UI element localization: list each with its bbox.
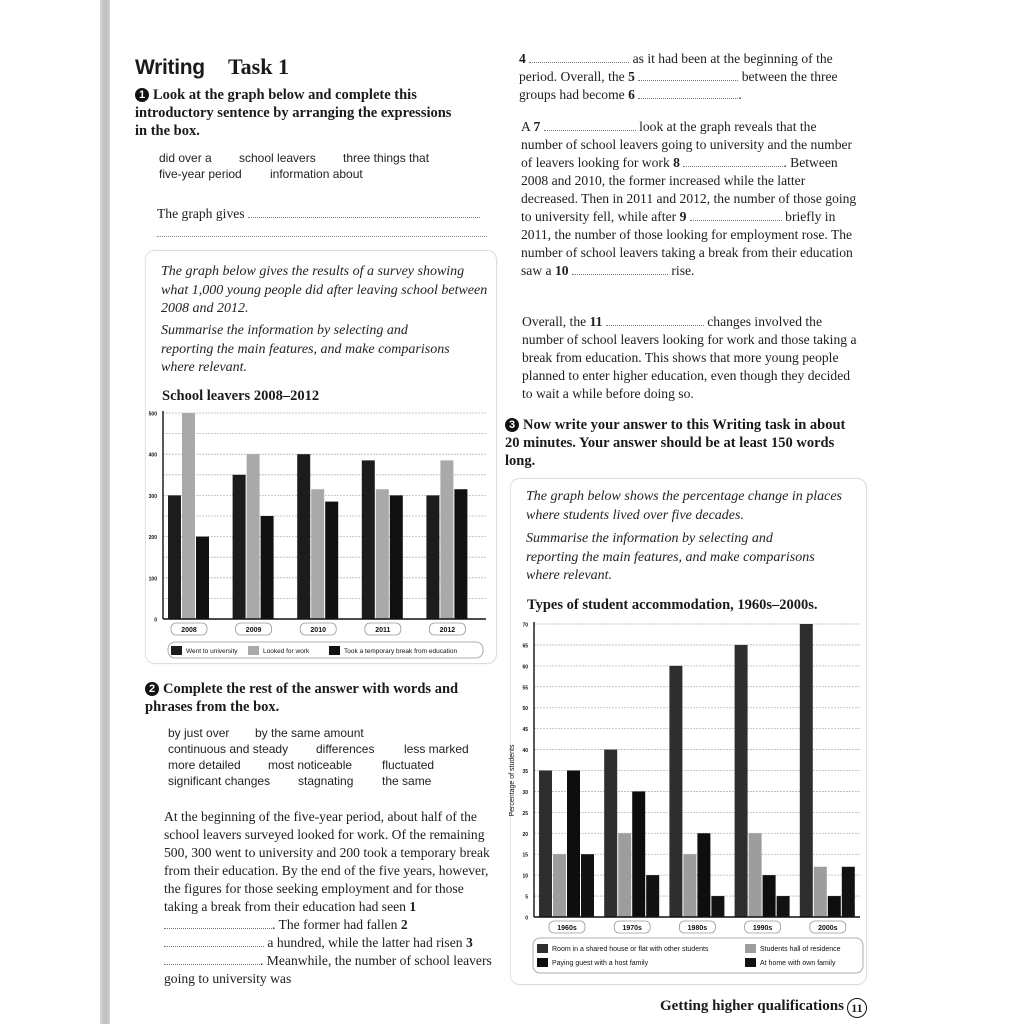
gap-blank-8[interactable] xyxy=(683,156,783,167)
bar-students-hall-of-residence xyxy=(683,854,696,917)
paragraph-text: briefly in 2011, the number of those looking for employment rose. The number of school leavers taking a break from their education saw a xyxy=(521,209,853,278)
bar-paying-guest-with-a-host-family xyxy=(828,896,841,917)
legend-swatch xyxy=(745,958,756,967)
bar-paying-guest-with-a-host-family xyxy=(697,833,710,917)
task1-prompt: The graph below gives the results of a survey showing what 1,000 young people did after leaving school between 2008 and 2012. xyxy=(161,264,488,316)
y-tick-label: 300 xyxy=(148,493,157,500)
y-tick-label: 500 xyxy=(148,411,157,418)
word-option: differences xyxy=(316,742,375,756)
word-option: less marked xyxy=(404,742,469,756)
bar-took-a-temporary-break-from-education xyxy=(390,495,403,619)
gap-blank-9[interactable] xyxy=(690,210,782,221)
gap-blank-10[interactable] xyxy=(572,264,668,275)
y-tick-label: 5 xyxy=(525,894,528,901)
paragraph-text: as it had been at the beginning of the period. Overall, the xyxy=(519,51,833,84)
legend-label: Went to university xyxy=(186,648,238,655)
bar-looked-for-work xyxy=(376,489,389,619)
y-tick-label: 55 xyxy=(522,685,528,692)
y-tick-label: 25 xyxy=(522,810,528,817)
word-option: did over a xyxy=(159,151,212,165)
bar-room-in-a-shared-house-or-flat-with-other-students xyxy=(800,624,813,917)
bar-went-to-university xyxy=(426,495,439,619)
task1-instruction: Summarise the information by selecting and reporting the main features, and make comparisons where relevant. xyxy=(161,323,450,375)
chart-school-leavers xyxy=(130,405,500,663)
y-tick-label: 60 xyxy=(522,664,528,671)
x-tick-label: 1990s xyxy=(752,925,773,932)
gap-number: 8 xyxy=(673,155,680,170)
bar-took-a-temporary-break-from-education xyxy=(261,516,274,619)
gap-blank-3[interactable] xyxy=(164,954,260,965)
chart1-title: School leavers 2008–2012 xyxy=(162,388,320,404)
legend-label: Paying guest with a host family xyxy=(552,960,649,967)
exercise2-text: Complete the rest of the answer with words and phrases from the box. xyxy=(145,681,459,715)
word-option: most noticeable xyxy=(268,758,353,772)
gap-number: 4 xyxy=(519,51,526,66)
gap-number: 7 xyxy=(533,119,541,134)
gap-number: 6 xyxy=(628,87,635,102)
y-tick-label: 40 xyxy=(522,748,528,755)
y-tick-label: 15 xyxy=(522,852,528,859)
exercise1-instruction xyxy=(135,86,455,140)
word-option: more detailed xyxy=(168,758,241,772)
y-tick-label: 45 xyxy=(522,727,528,734)
bar-paying-guest-with-a-host-family xyxy=(567,771,580,918)
paragraph-text: A xyxy=(521,119,531,134)
gap-number: 11 xyxy=(589,314,603,329)
bar-at-home-with-own-family xyxy=(842,867,855,917)
bar-room-in-a-shared-house-or-flat-with-other-students xyxy=(604,750,617,917)
paragraph-text: . The former had fallen xyxy=(272,917,398,932)
word-option: by the same amount xyxy=(255,726,364,740)
x-tick-label: 2008 xyxy=(181,627,197,634)
task-title: Task 1 xyxy=(228,54,289,79)
bar-students-hall-of-residence xyxy=(749,833,762,917)
legend-swatch xyxy=(171,646,182,655)
legend-swatch xyxy=(537,944,548,953)
bar-at-home-with-own-family xyxy=(711,896,724,917)
gap-blank-1[interactable] xyxy=(164,918,272,929)
paragraph-text: look at the graph reveals that the number of school leavers going to university and the number of leavers looking for work xyxy=(521,119,853,170)
bar-looked-for-work xyxy=(311,489,324,619)
exercise3-instruction xyxy=(505,416,860,470)
paragraph-text: At the beginning of the five-year period, about half of the school leavers surveyed looked for work. Of the remaining 500, 300 went to university and 200 took a temporary break from their education. By the end of the five years, however, the figures for those seeking employment and for those taking a break from their education had seen xyxy=(164,809,490,914)
exercise-number-1: 1 xyxy=(135,88,149,102)
bar-went-to-university xyxy=(168,495,181,619)
word-option: stagnating xyxy=(298,774,354,788)
paragraph-text: between the three groups had become xyxy=(519,69,838,102)
gap-number: 9 xyxy=(679,209,687,224)
y-tick-label: 100 xyxy=(148,576,157,583)
bar-at-home-with-own-family xyxy=(777,896,790,917)
page-footer xyxy=(660,998,867,1018)
bar-went-to-university xyxy=(297,454,310,619)
y-tick-label: 10 xyxy=(522,873,528,880)
book-binding xyxy=(100,0,110,1024)
exercise1-text: Look at the graph below and complete this introductory sentence by arranging the expressions in the box. xyxy=(135,87,452,139)
legend-label: Took a temporary break from education xyxy=(344,648,458,655)
gap-number: 1 xyxy=(409,899,417,914)
sentence-start: The graph gives xyxy=(157,206,245,221)
gap-number: 2 xyxy=(400,917,408,932)
bar-room-in-a-shared-house-or-flat-with-other-students xyxy=(539,771,552,918)
answer-blank[interactable] xyxy=(248,207,480,218)
bar-students-hall-of-residence xyxy=(553,854,566,917)
task2-prompt: The graph below shows the percentage change in places where students lived over five decades. xyxy=(526,489,842,523)
bar-students-hall-of-residence xyxy=(618,833,631,917)
legend-swatch xyxy=(248,646,259,655)
y-tick-label: 65 xyxy=(522,643,528,650)
word-box-1 xyxy=(159,150,479,182)
legend-swatch xyxy=(329,646,340,655)
y-tick-label: 0 xyxy=(525,915,528,922)
y-tick-label: 200 xyxy=(148,535,157,542)
bar-at-home-with-own-family xyxy=(581,854,594,917)
y-tick-label: 400 xyxy=(148,452,157,459)
bar-students-hall-of-residence xyxy=(814,867,827,917)
chapter-title: Getting higher qualifications xyxy=(660,998,844,1014)
paragraph-text: changes involved the number of school leavers looking for work and those taking a break from education. This shows that more young people planned to enter higher education, even though they decided to wait a while before doing so. xyxy=(522,314,857,401)
x-tick-label: 2011 xyxy=(375,627,391,634)
gap-number: 5 xyxy=(628,69,635,84)
sentence-line-1 xyxy=(157,205,487,223)
y-tick-label: 20 xyxy=(522,831,528,838)
task2-instruction: Summarise the information by selecting and reporting the main features, and make comparisons where relevant. xyxy=(526,531,815,583)
legend-label: At home with own family xyxy=(760,960,836,967)
x-tick-label: 1960s xyxy=(557,925,577,932)
word-box-2 xyxy=(168,725,488,789)
gap-blank-6[interactable] xyxy=(638,88,738,99)
answer-paragraph-3 xyxy=(522,313,860,403)
bar-room-in-a-shared-house-or-flat-with-other-students xyxy=(669,666,682,917)
x-tick-label: 1970s xyxy=(622,925,642,932)
legend-box xyxy=(533,938,863,973)
gap-blank-7[interactable] xyxy=(544,120,636,131)
legend-swatch xyxy=(537,958,548,967)
paragraph-text: rise. xyxy=(671,263,695,278)
paragraph-text: a hundred, while the latter had risen xyxy=(267,935,463,950)
legend-label: Students hall of residence xyxy=(760,946,841,953)
gap-blank-11[interactable] xyxy=(606,315,704,326)
answer-paragraph-1a xyxy=(164,808,492,988)
gap-blank-5[interactable] xyxy=(638,70,738,81)
bar-paying-guest-with-a-host-family xyxy=(632,791,645,917)
bar-looked-for-work xyxy=(182,413,195,619)
word-option: significant changes xyxy=(168,774,271,788)
legend-label: Room in a shared house or flat with other students xyxy=(552,946,709,953)
answer-paragraph-2 xyxy=(521,118,859,280)
bar-looked-for-work xyxy=(440,460,453,619)
paragraph-text: Overall, the xyxy=(522,314,587,329)
paragraph-text: . xyxy=(738,87,742,102)
gap-blank-4[interactable] xyxy=(529,52,629,63)
paragraph-text: . Between 2008 and 2010, the former increased while the latter decreased. Then in 2011 and 2012, the number of those going to university fell, while after xyxy=(521,155,857,224)
exercise2-instruction xyxy=(145,680,490,716)
chart-student-accommodation xyxy=(505,615,867,975)
bar-looked-for-work xyxy=(247,454,260,619)
word-option: five-year period xyxy=(159,167,242,181)
section-title: Writing xyxy=(135,56,205,79)
x-tick-label: 2010 xyxy=(310,627,326,634)
word-option: school leavers xyxy=(239,151,316,165)
bar-went-to-university xyxy=(362,460,375,619)
answer-blank-line-2[interactable] xyxy=(157,236,487,237)
bar-took-a-temporary-break-from-education xyxy=(196,537,209,619)
bar-at-home-with-own-family xyxy=(646,875,659,917)
exercise-number-3: 3 xyxy=(505,418,519,432)
legend-label: Looked for work xyxy=(263,648,310,655)
bar-took-a-temporary-break-from-education xyxy=(454,489,467,619)
x-tick-label: 2009 xyxy=(245,627,262,634)
gap-number: 3 xyxy=(465,935,473,950)
gap-number: 10 xyxy=(554,263,569,278)
paragraph-text: . Meanwhile, the number of school leavers going to university was xyxy=(164,953,492,986)
word-option: information about xyxy=(270,167,363,181)
word-option: by just over xyxy=(168,726,230,740)
bar-took-a-temporary-break-from-education xyxy=(325,502,338,619)
bar-paying-guest-with-a-host-family xyxy=(763,875,776,917)
y-tick-label: 30 xyxy=(522,789,528,796)
word-option: the same xyxy=(382,774,432,788)
answer-paragraph-1b xyxy=(519,50,861,104)
exercise-number-2: 2 xyxy=(145,682,159,696)
exercise3-text: Now write your answer to this Writing task in about 20 minutes. Your answer should be at least 150 words long. xyxy=(505,417,846,469)
x-tick-label: 2000s xyxy=(818,925,838,932)
word-option: fluctuated xyxy=(382,758,435,772)
y-tick-label: 35 xyxy=(522,769,528,775)
y-tick-label: 50 xyxy=(522,706,528,713)
word-option: continuous and steady xyxy=(168,742,289,756)
x-tick-label: 1980s xyxy=(687,925,708,932)
y-tick-label: 0 xyxy=(154,617,157,624)
gap-blank-2[interactable] xyxy=(164,936,264,947)
legend-swatch xyxy=(745,944,756,953)
bar-room-in-a-shared-house-or-flat-with-other-students xyxy=(735,645,748,917)
word-option: three things that xyxy=(343,151,430,165)
page-number: 11 xyxy=(847,998,867,1018)
y-tick-label: 70 xyxy=(522,622,528,629)
x-tick-label: 2012 xyxy=(439,627,456,634)
bar-went-to-university xyxy=(233,475,246,619)
chart2-title: Types of student accommodation, 1960s–2000s. xyxy=(527,597,818,613)
y-axis-label: Percentage of students xyxy=(509,744,516,817)
